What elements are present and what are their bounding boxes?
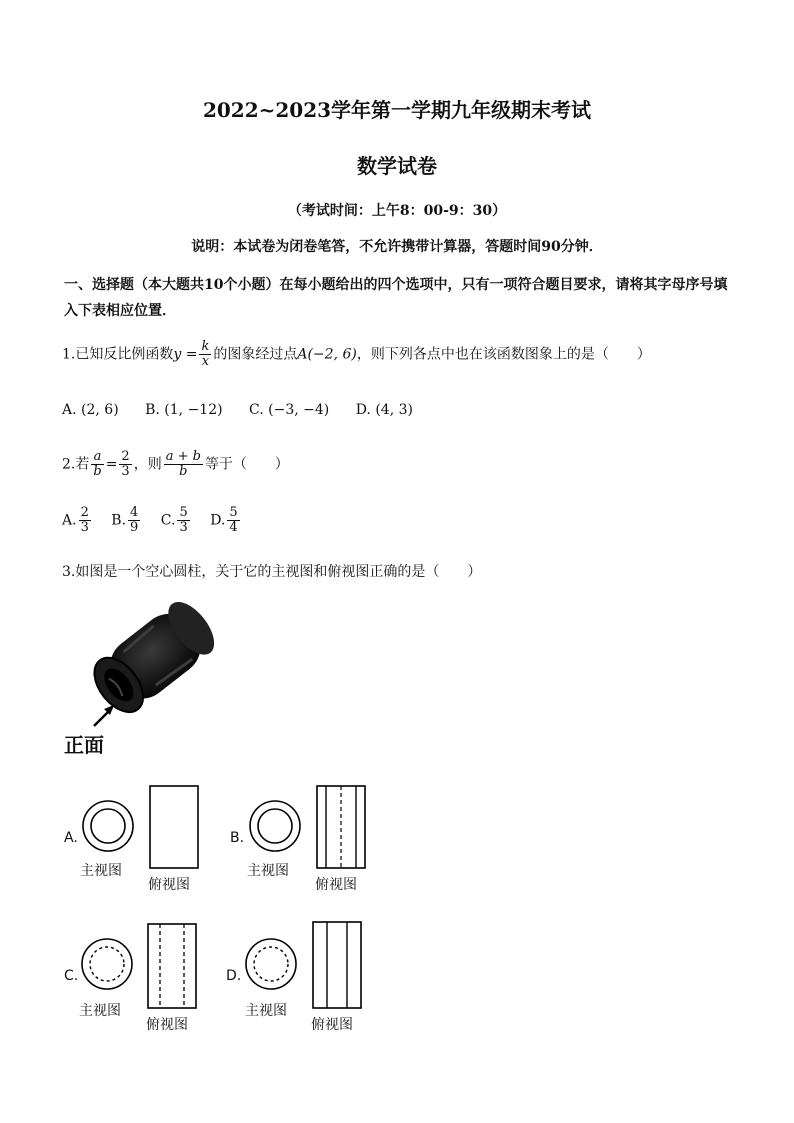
q1-suffix: ，则下列各点中也在该函数图象上的是（ ） [356, 346, 651, 363]
q2-option-b-den: 9 [130, 520, 139, 535]
q2-frac-3: 3 [121, 464, 130, 479]
q2-option-d-den: 4 [229, 520, 238, 535]
q2-frac-apb-den: b [179, 464, 188, 479]
exam-subtitle: 数学试卷 [357, 154, 437, 178]
q3-d-main-view-label: 主视图 [245, 1003, 287, 1019]
q1-func-lhs: y = [173, 346, 198, 363]
q3-d-top-view-label: 俯视图 [311, 1017, 353, 1033]
q2-option-a-den: 3 [80, 520, 89, 535]
q1-option-c[interactable]: C. (−3, −4) [249, 402, 330, 418]
q2-option-b-letter: B. [111, 512, 127, 529]
q3-d-top-view-drawing [311, 920, 363, 1010]
q1-frac-den: x [201, 354, 210, 369]
q3-a-top-view-drawing [148, 784, 200, 870]
q3-b-top-view-drawing [315, 784, 367, 870]
q1-options [62, 402, 435, 418]
q3-a-top-view-label: 俯视图 [148, 877, 190, 893]
q2-option-b[interactable] [111, 506, 142, 535]
q3-b-top-view-label: 俯视图 [315, 877, 357, 893]
q2-option-c-num: 5 [179, 505, 188, 520]
q2-equals: = [105, 456, 118, 473]
q3-c-main-view-drawing [79, 936, 135, 992]
q1-prefix: 1.已知反比例函数 [62, 346, 174, 363]
q2-frac-23 [119, 450, 131, 479]
q3-c-top-view-label: 俯视图 [146, 1017, 188, 1033]
q3-option-b[interactable]: B. [230, 830, 245, 846]
q2-options [62, 506, 264, 535]
exam-title: 2022~2023学年第一学期九年级期末考试 [202, 98, 592, 122]
q2-frac-apb [164, 450, 203, 479]
q1-option-a[interactable]: A. (2, 6) [62, 402, 119, 418]
q2-then: ，则 [133, 456, 162, 473]
q3-a-main-view-drawing [80, 798, 136, 854]
q3-b-main-view-drawing [247, 798, 303, 854]
q1-point: A(−2, 6) [297, 346, 357, 363]
question-2 [62, 450, 289, 479]
q2-suffix: 等于（ ） [204, 456, 289, 473]
q1-option-d[interactable]: D. (4, 3) [355, 402, 413, 418]
q2-option-a[interactable] [62, 506, 93, 535]
q1-fraction [199, 340, 211, 369]
exam-note: 说明：本试卷为闭卷笔答，不允许携带计算器，答题时间90分钟． [191, 239, 603, 255]
q2-option-c-letter: C. [160, 512, 176, 529]
q2-option-c[interactable] [161, 506, 192, 535]
section-heading: 一、选择题（本大题共10个小题）在每小题给出的四个选项中，只有一项符合题目要求，请将其字母序号填入下表相应位置． [64, 277, 728, 319]
q3-option-d[interactable]: D. [226, 968, 242, 984]
q2-frac-b: b [93, 464, 102, 479]
q2-option-d[interactable] [210, 506, 241, 535]
q2-frac-2: 2 [121, 449, 130, 464]
q2-option-d-letter: D. [210, 512, 226, 529]
q2-prefix: 2.若 [62, 456, 90, 473]
question-3: 3.如图是一个空心圆柱，关于它的主视图和俯视图正确的是（ ） [62, 564, 482, 580]
q3-c-top-view-drawing [146, 922, 198, 1010]
q3-a-main-view-label: 主视图 [80, 863, 122, 879]
q2-option-a-num: 2 [80, 505, 89, 520]
q3-option-a[interactable]: A. [64, 830, 78, 846]
q1-option-b[interactable]: B. (1, −12) [145, 402, 223, 418]
q2-frac-a: a [91, 450, 103, 465]
q1-middle: 的图象经过点 [213, 346, 298, 363]
exam-time: （考试时间：上午8：00-9：30） [287, 203, 507, 219]
front-label: 正面 [64, 733, 104, 757]
q1-frac-num: k [201, 339, 210, 354]
q3-d-main-view-drawing [243, 936, 299, 992]
q2-option-b-num: 4 [130, 505, 139, 520]
q2-option-a-letter: A. [62, 512, 77, 529]
q2-frac-ab [91, 450, 103, 479]
q3-c-main-view-label: 主视图 [79, 1003, 121, 1019]
q2-option-d-num: 5 [229, 505, 238, 520]
q2-option-c-den: 3 [179, 520, 188, 535]
q3-b-main-view-label: 主视图 [247, 863, 289, 879]
question-1 [62, 340, 651, 369]
q2-frac-apb-num: a + b [165, 449, 201, 464]
q3-option-c[interactable]: C. [64, 968, 79, 984]
